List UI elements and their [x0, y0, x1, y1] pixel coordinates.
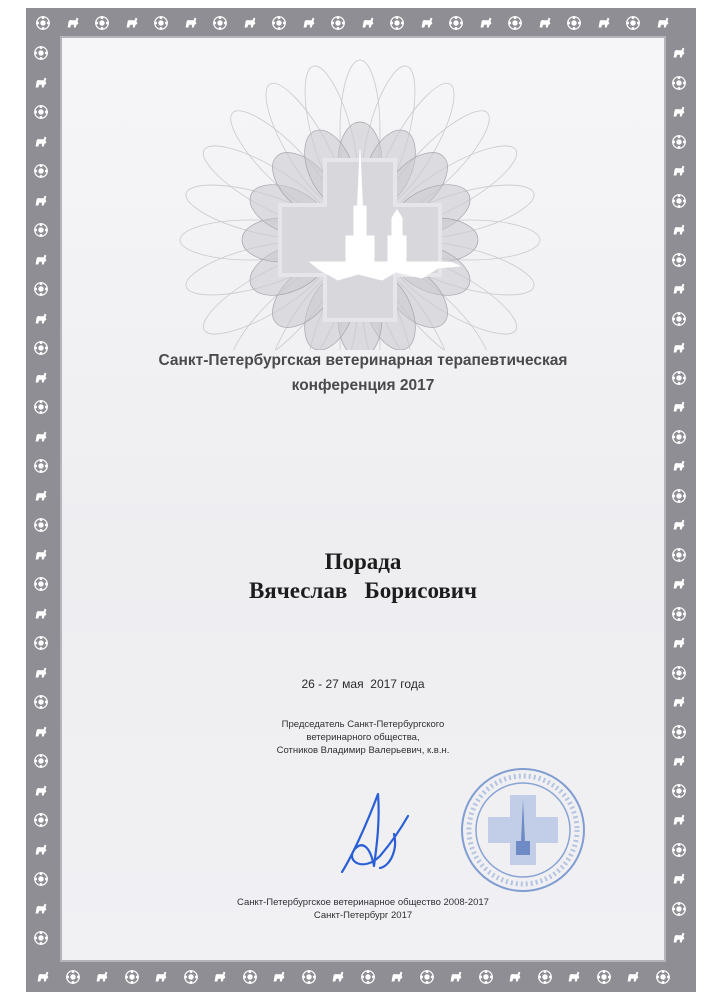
footer-line1: Санкт-Петербургское ветеринарное общество 2008-2017 — [237, 897, 489, 908]
signature — [330, 780, 430, 880]
flower-ornament-icon — [532, 964, 558, 990]
dog-ornament-icon — [473, 10, 499, 36]
conference-title-line1: Санкт-Петербургская ветеринарная терапевтическая — [158, 352, 568, 369]
participant-name: Вячеслав Борисович — [248, 578, 478, 603]
participant-surname: Порада — [324, 549, 402, 574]
flower-ornament-icon — [620, 10, 646, 36]
dog-ornament-icon — [502, 964, 528, 990]
chairman-line2: ветеринарного общества, — [306, 732, 420, 743]
dog-ornament-icon — [28, 837, 54, 863]
flower-ornament-icon — [148, 10, 174, 36]
flower-ornament-icon — [28, 689, 54, 715]
flower-ornament-icon — [119, 964, 145, 990]
flower-ornament-icon — [502, 10, 528, 36]
dog-ornament-icon — [666, 453, 692, 479]
dog-ornament-icon — [28, 601, 54, 627]
flower-ornament-icon — [443, 10, 469, 36]
dog-ornament-icon — [591, 10, 617, 36]
flower-ornament-icon — [28, 394, 54, 420]
chairman-line1: Председатель Санкт-Петербургского — [281, 719, 445, 730]
flower-ornament-icon — [666, 896, 692, 922]
dog-ornament-icon — [60, 10, 86, 36]
chairman-line3: Сотников Владимир Валерьевич, к.в.н. — [276, 745, 450, 756]
dog-ornament-icon — [28, 129, 54, 155]
flower-ornament-icon — [666, 483, 692, 509]
flower-ornament-icon — [30, 10, 56, 36]
dog-ornament-icon — [28, 365, 54, 391]
flower-ornament-icon — [60, 964, 86, 990]
flower-ornament-icon — [473, 964, 499, 990]
flower-ornament-icon — [28, 99, 54, 125]
flower-ornament-icon — [89, 10, 115, 36]
dog-ornament-icon — [178, 10, 204, 36]
dog-ornament-icon — [666, 394, 692, 420]
dog-ornament-icon — [650, 10, 676, 36]
flower-ornament-icon — [178, 964, 204, 990]
dog-ornament-icon — [119, 10, 145, 36]
flower-ornament-icon — [28, 807, 54, 833]
dog-ornament-icon — [666, 158, 692, 184]
dog-ornament-icon — [355, 10, 381, 36]
dog-ornament-icon — [28, 424, 54, 450]
dog-ornament-icon — [666, 925, 692, 951]
dog-ornament-icon — [28, 542, 54, 568]
footer-line2: Санкт-Петербург 2017 — [313, 910, 413, 921]
dog-ornament-icon — [28, 660, 54, 686]
dog-ornament-icon — [666, 748, 692, 774]
flower-ornament-icon — [28, 571, 54, 597]
dog-ornament-icon — [666, 807, 692, 833]
flower-ornament-icon — [28, 866, 54, 892]
dog-ornament-icon — [666, 217, 692, 243]
flower-ornament-icon — [28, 217, 54, 243]
dog-ornament-icon — [148, 964, 174, 990]
flower-ornament-icon — [325, 10, 351, 36]
flower-ornament-icon — [666, 778, 692, 804]
conference-title-line2: конференция 2017 — [291, 377, 435, 394]
dog-ornament-icon — [666, 866, 692, 892]
dog-ornament-icon — [666, 512, 692, 538]
flower-ornament-icon — [666, 188, 692, 214]
flower-ornament-icon — [28, 158, 54, 184]
flower-ornament-icon — [207, 10, 233, 36]
dog-ornament-icon — [443, 964, 469, 990]
flower-ornament-icon — [355, 964, 381, 990]
dog-ornament-icon — [620, 964, 646, 990]
dog-ornament-icon — [325, 964, 351, 990]
round-stamp — [458, 765, 588, 895]
flower-ornament-icon — [650, 964, 676, 990]
dog-ornament-icon — [384, 964, 410, 990]
flower-ornament-icon — [28, 512, 54, 538]
dog-ornament-icon — [28, 306, 54, 332]
flower-ornament-icon — [28, 630, 54, 656]
flower-ornament-icon — [666, 247, 692, 273]
dog-ornament-icon — [28, 188, 54, 214]
flower-ornament-icon — [384, 10, 410, 36]
dog-ornament-icon — [666, 99, 692, 125]
flower-ornament-icon — [266, 10, 292, 36]
flower-ornament-icon — [666, 660, 692, 686]
dog-ornament-icon — [28, 719, 54, 745]
dog-ornament-icon — [561, 964, 587, 990]
dog-ornament-icon — [666, 335, 692, 361]
flower-ornament-icon — [666, 542, 692, 568]
dog-ornament-icon — [207, 964, 233, 990]
flower-ornament-icon — [666, 719, 692, 745]
flower-ornament-icon — [237, 964, 263, 990]
dog-ornament-icon — [237, 10, 263, 36]
dog-ornament-icon — [666, 630, 692, 656]
dog-ornament-icon — [532, 10, 558, 36]
flower-ornament-icon — [561, 10, 587, 36]
flower-ornament-icon — [666, 306, 692, 332]
dog-ornament-icon — [666, 40, 692, 66]
flower-ornament-icon — [28, 748, 54, 774]
dog-ornament-icon — [28, 247, 54, 273]
dog-ornament-icon — [666, 276, 692, 302]
dog-ornament-icon — [666, 571, 692, 597]
flower-ornament-icon — [28, 40, 54, 66]
dog-ornament-icon — [28, 70, 54, 96]
event-date: 26 - 27 мая 2017 года — [301, 677, 425, 691]
dog-ornament-icon — [266, 964, 292, 990]
dog-ornament-icon — [414, 10, 440, 36]
flower-ornament-icon — [28, 276, 54, 302]
flower-ornament-icon — [28, 925, 54, 951]
flower-ornament-icon — [666, 129, 692, 155]
flower-ornament-icon — [28, 453, 54, 479]
flower-ornament-icon — [296, 964, 322, 990]
flower-ornament-icon — [591, 964, 617, 990]
dog-ornament-icon — [28, 483, 54, 509]
dog-ornament-icon — [28, 896, 54, 922]
dog-ornament-icon — [30, 964, 56, 990]
dog-ornament-icon — [666, 689, 692, 715]
flower-ornament-icon — [666, 70, 692, 96]
lotus-rosette-emblem — [160, 40, 560, 350]
dog-ornament-icon — [28, 778, 54, 804]
dog-ornament-icon — [89, 964, 115, 990]
flower-ornament-icon — [666, 837, 692, 863]
flower-ornament-icon — [666, 424, 692, 450]
flower-ornament-icon — [28, 335, 54, 361]
flower-ornament-icon — [666, 365, 692, 391]
dog-ornament-icon — [296, 10, 322, 36]
flower-ornament-icon — [414, 964, 440, 990]
flower-ornament-icon — [666, 601, 692, 627]
